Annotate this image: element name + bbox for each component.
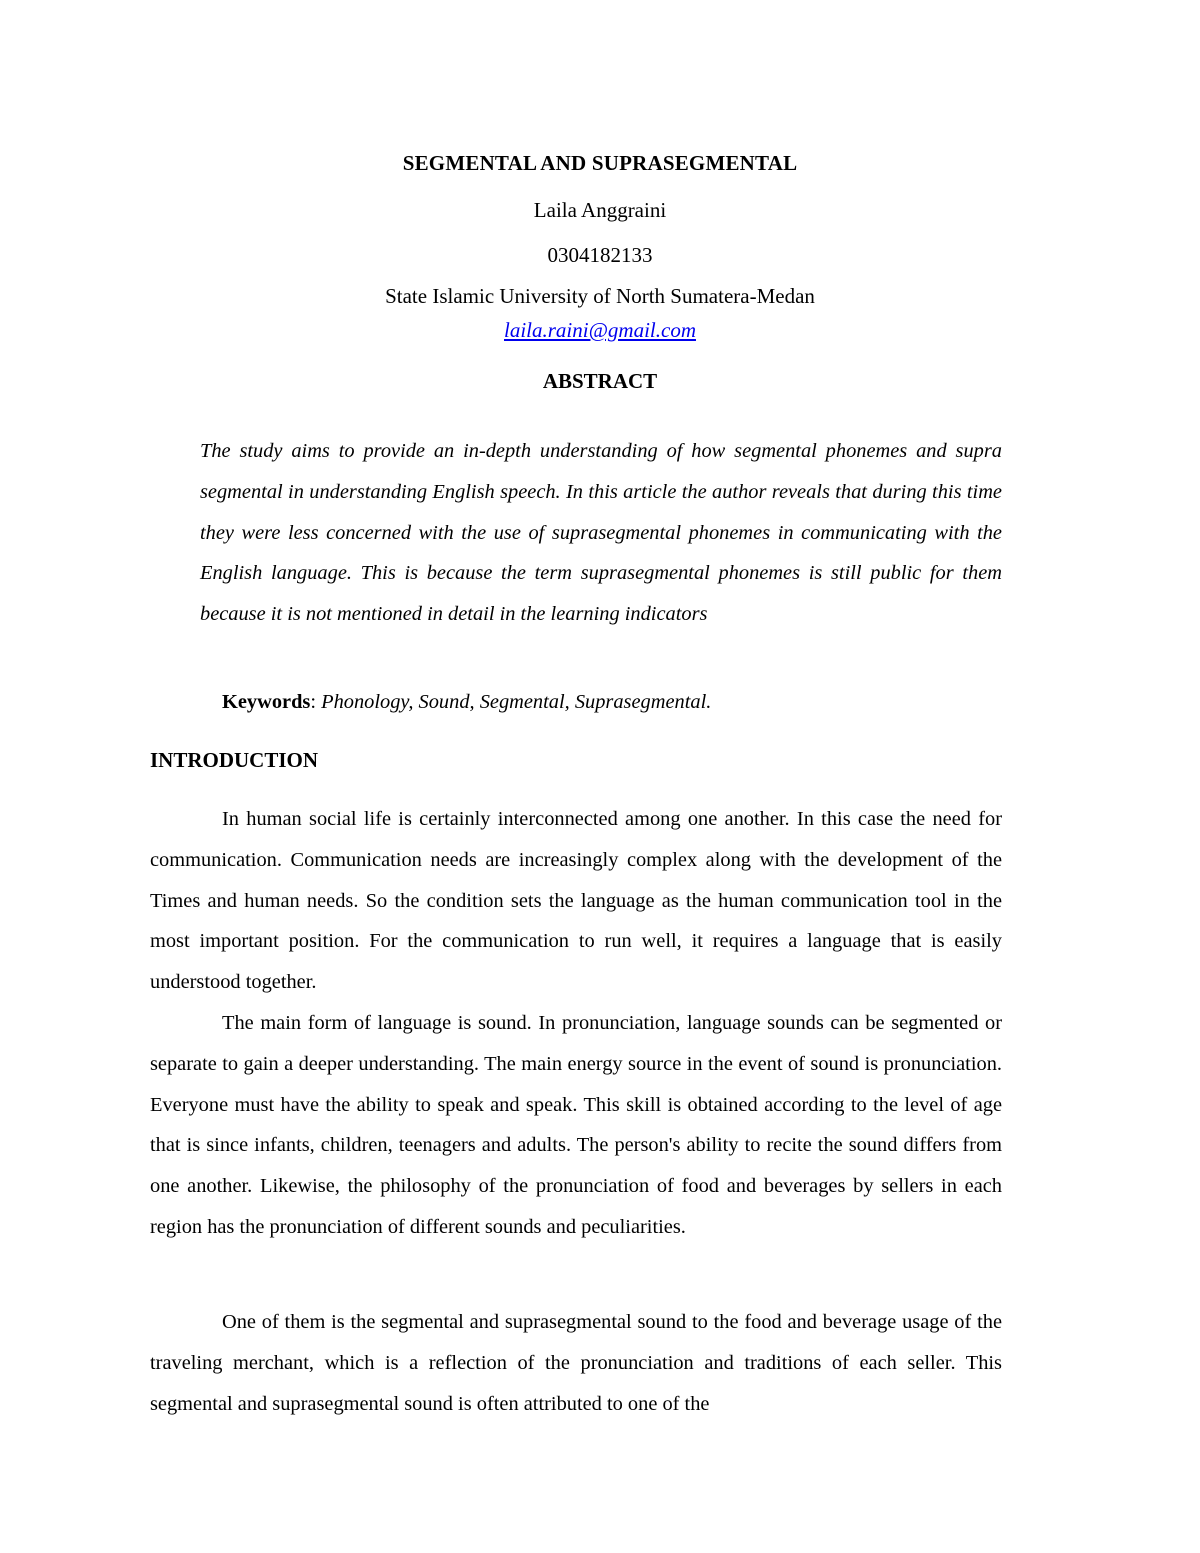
email-link[interactable]: laila.raini@gmail.com	[504, 318, 696, 342]
author-name: Laila Anggraini	[533, 198, 667, 222]
student-id: 0304182133	[547, 243, 653, 267]
keywords-line	[222, 691, 1002, 714]
abstract-body: The study aims to provide an in-depth understanding of how segmental phonemes and supra segmental in understanding English speech. In this article the author reveals that during this time they were less concerned with the use of suprasegmental phonemes in communicating with the English language. This is because the term suprasegmental phonemes is still public for them because it is not mentioned in detail in the learning indicators	[200, 440, 1002, 626]
paper-title: SEGMENTAL AND SUPRASEGMENTAL	[402, 151, 798, 175]
abstract-heading: ABSTRACT	[542, 369, 658, 393]
keywords-colon: :	[310, 691, 322, 713]
intro-paragraph-2: The main form of language is sound. In pronunciation, language sounds can be segmented or separate to gain a deeper understanding. The main energy source in the event of sound is pronunciation. Everyone must have the ability to speak and speak. This skill is obtained according to the level of age that is since infants, children, teenagers and adults. The person's ability to recite the sound differs from one another. Likewise, the philosophy of the pronunciation of food and beverages by sellers in each region has the pronunciation of different sounds and peculiarities.	[150, 1012, 1002, 1238]
keywords-label: Keywords	[222, 691, 311, 713]
introduction-heading: INTRODUCTION	[150, 748, 319, 772]
keywords-values: Phonology, Sound, Segmental, Suprasegmental.	[321, 691, 712, 713]
intro-paragraph-3: One of them is the segmental and suprasegmental sound to the food and beverage usage of the traveling merchant, which is a reflection of the pronunciation and traditions of each seller. This segmental and suprasegmental sound is often attributed to one of the	[150, 1311, 1002, 1415]
email-line	[150, 318, 1050, 343]
affiliation: State Islamic University of North Sumatera-Medan	[385, 284, 815, 308]
intro-paragraph-1: In human social life is certainly interconnected among one another. In this case the need for communication. Communication needs are increasingly complex along with the development of the Times and human needs. So the condition sets the language as the human communication tool in the most important position. For the communication to run well, it requires a language that is easily understood together.	[150, 808, 1002, 994]
